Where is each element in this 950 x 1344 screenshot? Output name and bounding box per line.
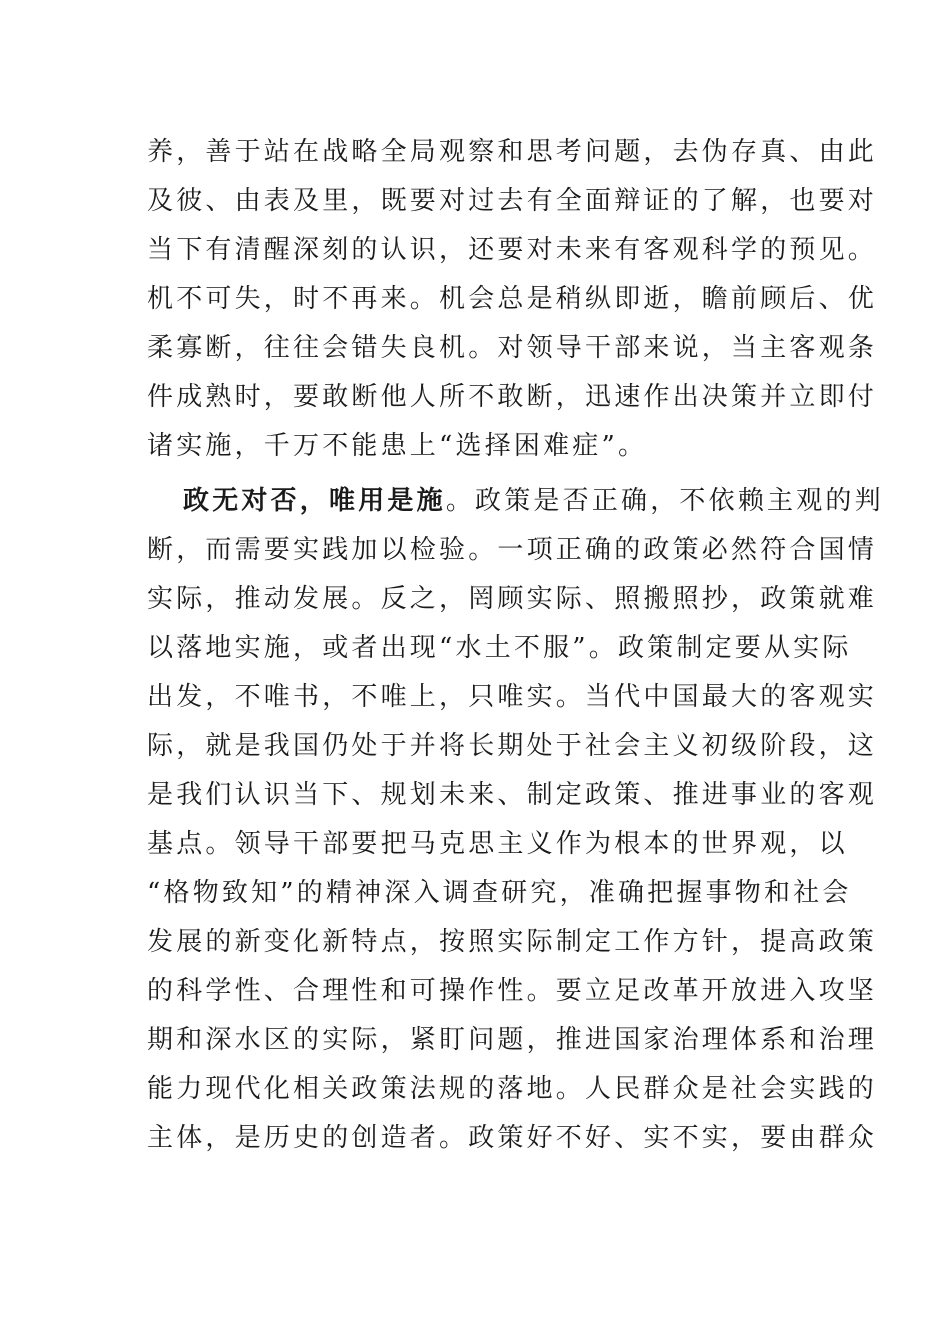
paragraph-line: 出发，不唯书，不唯上，只唯实。当代中国最大的客观实 (147, 682, 878, 712)
paragraph-line: 际，就是我国仍处于并将长期处于社会主义初级阶段，这 (147, 731, 878, 761)
paragraph-line: 能力现代化相关政策法规的落地。人民群众是社会实践的 (147, 1074, 878, 1104)
paragraph-line: 的科学性、合理性和可操作性。要立足改革开放进入攻坚 (147, 976, 878, 1006)
paragraph-line: 是我们认识当下、规划未来、制定政策、推进事业的客观 (147, 780, 878, 810)
paragraph-first-line (183, 477, 884, 526)
paragraph-line: 以落地实施，或者出现“水土不服”。政策制定要从实际 (147, 633, 852, 663)
paragraph-line-rest: 。政策是否正确，不依赖主观的判 (445, 486, 884, 516)
paragraph-line: 机不可失，时不再来。机会总是稍纵即逝，瞻前顾后、优 (147, 284, 878, 314)
paragraph-line: 件成熟时，要敢断他人所不敢断，迅速作出决策并立即付 (147, 382, 878, 412)
paragraph-line: 养，善于站在战略全局观察和思考问题，去伪存真、由此 (147, 137, 878, 167)
paragraph-line: “格物致知”的精神深入调查研究，准确把握事物和社会 (147, 878, 852, 908)
paragraph-line: 期和深水区的实际，紧盯问题，推进国家治理体系和治理 (147, 1025, 878, 1055)
paragraph-line: 当下有清醒深刻的认识，还要对未来有客观科学的预见。 (147, 235, 878, 265)
paragraph-line: 主体，是历史的创造者。政策好不好、实不实，要由群众 (147, 1123, 878, 1153)
paragraph-heading: 政无对否，唯用是施 (183, 486, 446, 516)
paragraph-line: 及彼、由表及里，既要对过去有全面辩证的了解，也要对 (147, 186, 878, 216)
paragraph-line: 诸实施，千万不能患上“选择困难症”。 (147, 431, 648, 461)
paragraph-line: 基点。领导干部要把马克思主义作为根本的世界观，以 (147, 829, 848, 859)
paragraph-line: 发展的新变化新特点，按照实际制定工作方针，提高政策 (147, 927, 878, 957)
paragraph-line: 柔寡断，往往会错失良机。对领导干部来说，当主客观条 (147, 333, 878, 363)
paragraph-line: 断，而需要实践加以检验。一项正确的政策必然符合国情 (147, 535, 878, 565)
paragraph-line: 实际，推动发展。反之，罔顾实际、照搬照抄，政策就难 (147, 584, 878, 614)
